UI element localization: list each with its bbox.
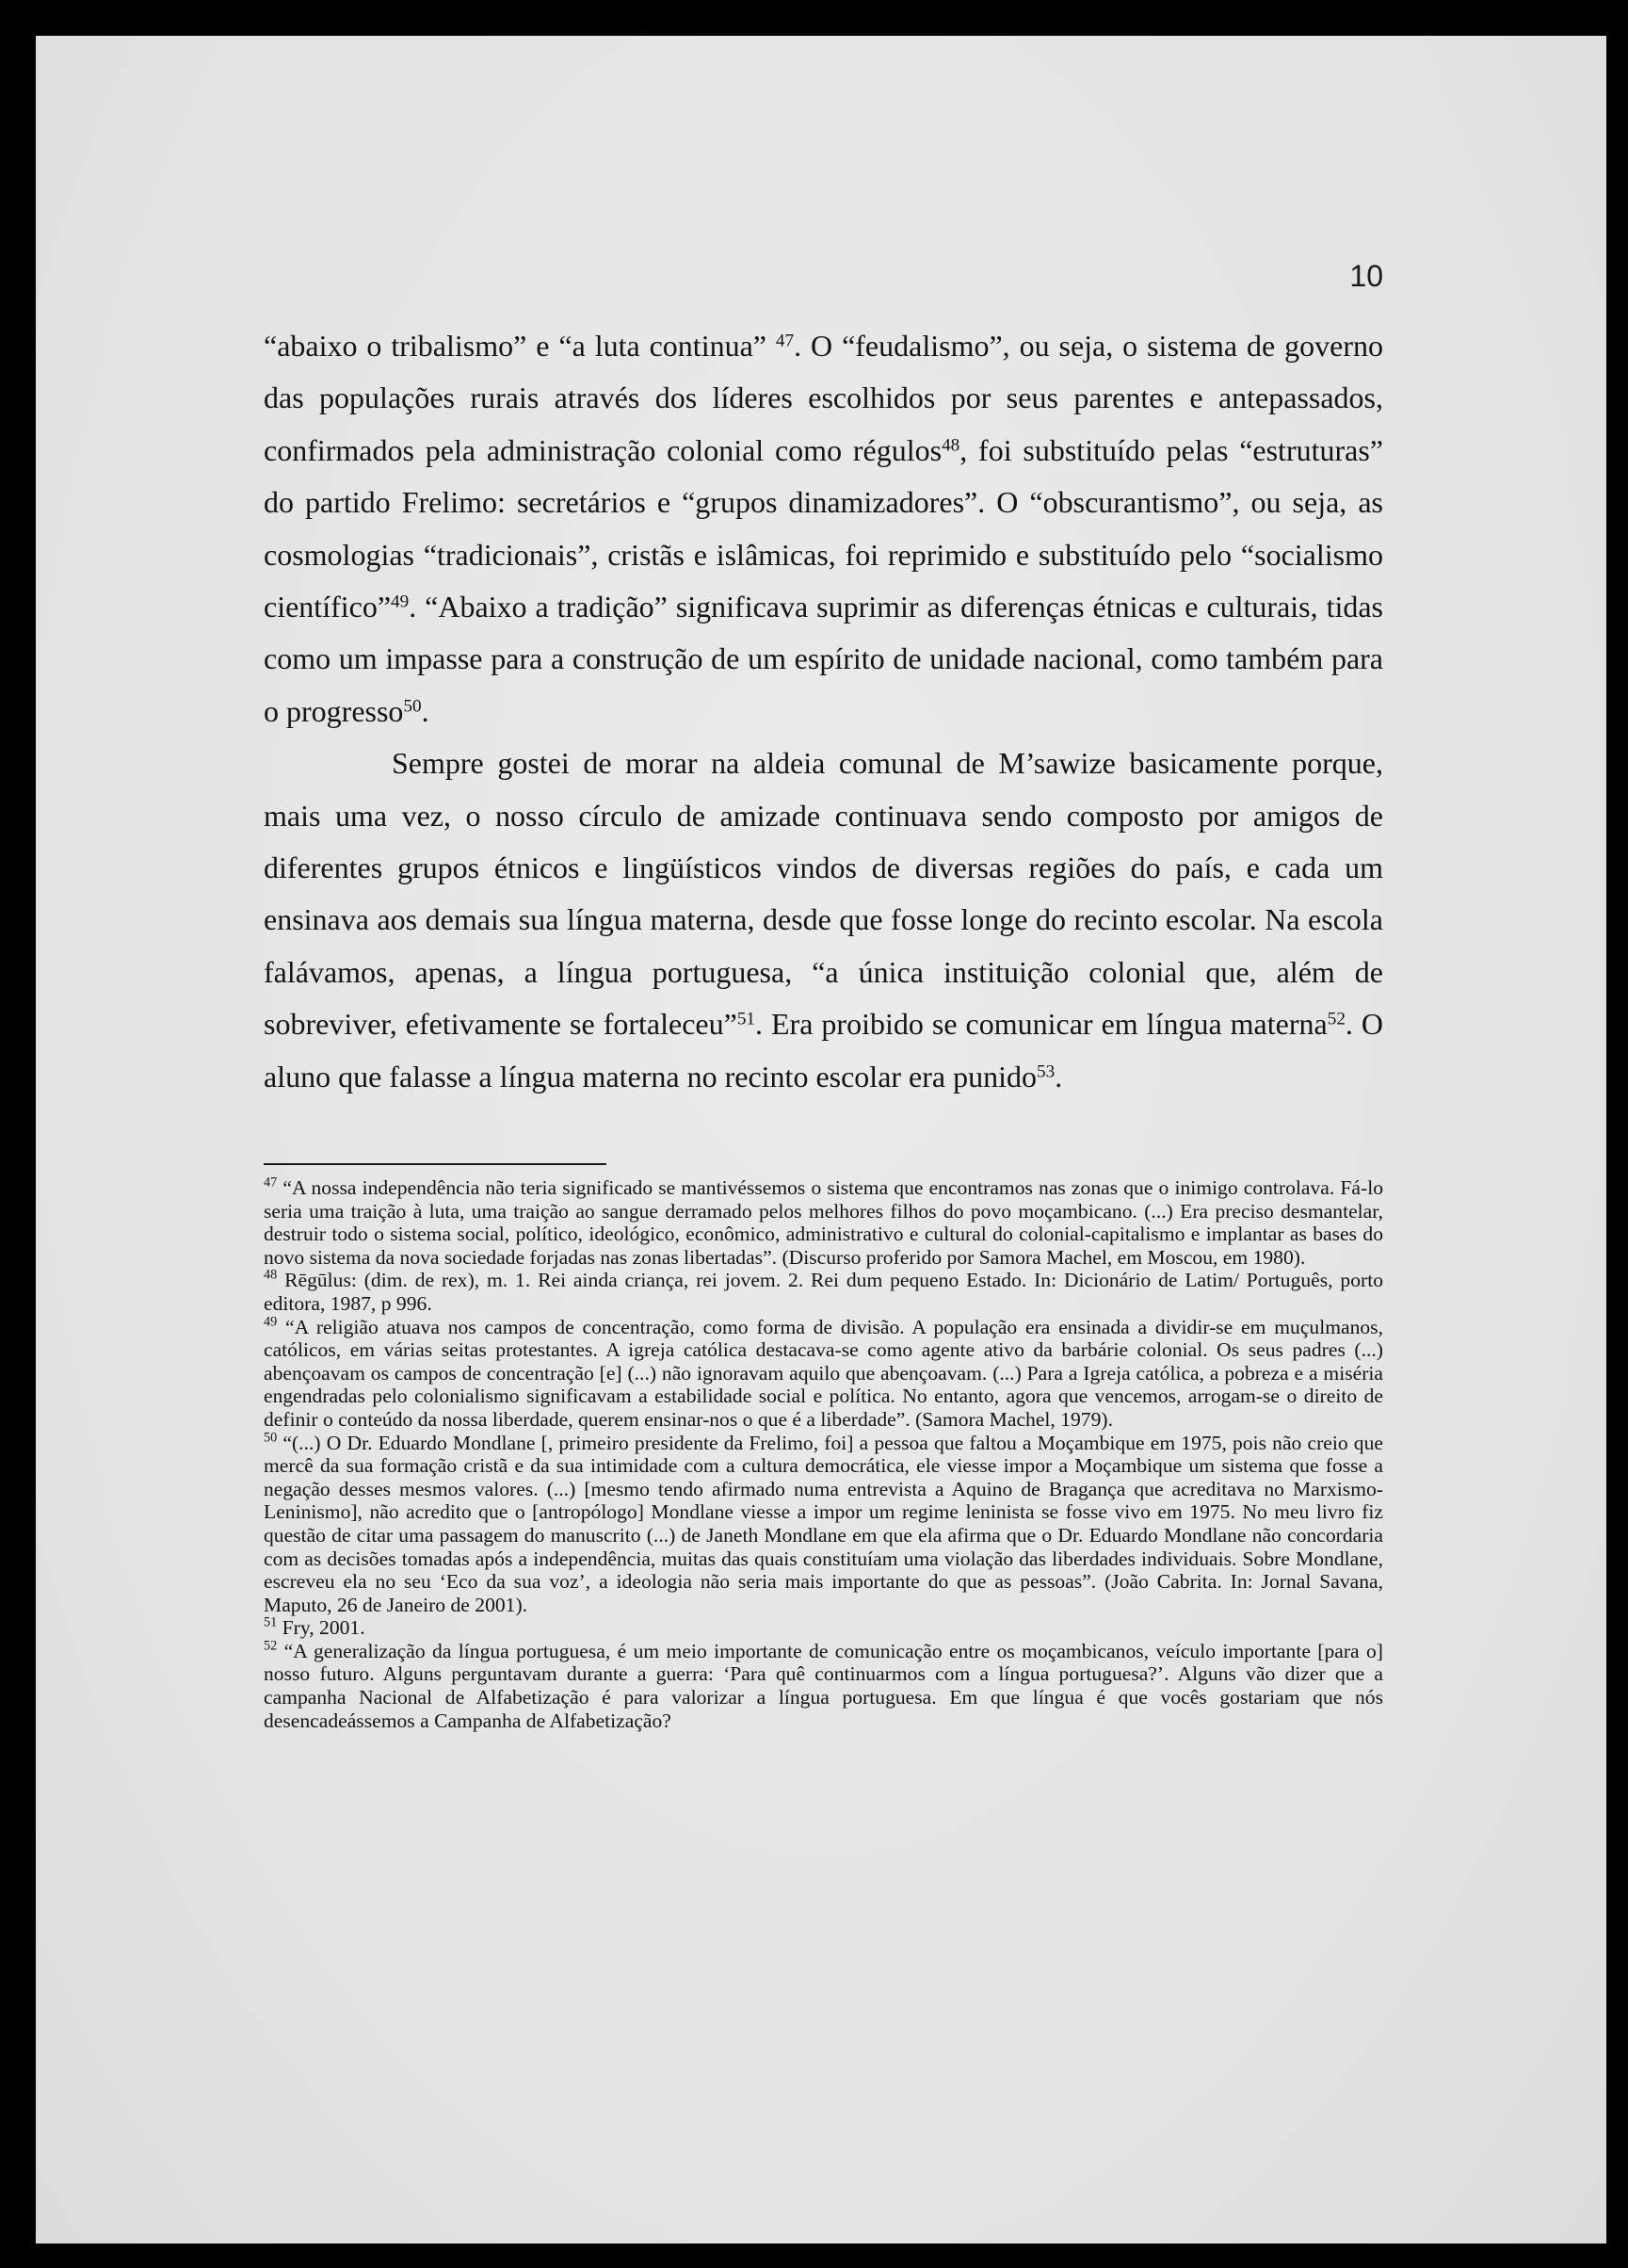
body-text-run: . “Abaixo a tradição” significava suprimir as diferenças étnicas e culturais, tidas como um impasse para a construção de um espírito de unidade nacional, como também para o progresso — [264, 590, 1383, 728]
footnote — [264, 1269, 1383, 1315]
page-number: 10 — [1349, 259, 1383, 293]
footnotes — [264, 1176, 1383, 1732]
body-text-run: , foi substituído pelas “estruturas” do partido Frelimo: secretários e “grupos dinamizadores”. O “obscurantismo”, ou seja, as cosmologias “tradicionais”, cristãs e islâmicas, foi reprimido e substituído pelo “socialismo científico” — [264, 432, 1384, 624]
body-paragraph — [264, 737, 1383, 1103]
body-text-run: “abaixo o tribalismo” e “a luta continua” — [264, 329, 776, 363]
footnote-text: Rēgūlus: (dim. de rex), m. 1. Rei ainda criança, rei jovem. 2. Rei dum pequeno Estado. In: Dicionário de Latim/ Português, porto editora, 1987, p 996. — [264, 1269, 1383, 1315]
footnote-number: 50 — [264, 1429, 278, 1445]
footnote-number: 47 — [264, 1174, 278, 1191]
footnote-reference: 47 — [775, 331, 795, 351]
footnote-separator — [264, 1163, 606, 1165]
footnote-number: 49 — [264, 1314, 278, 1330]
body-text-run: . O aluno que falasse a língua materna no recinto escolar era punido — [264, 1007, 1384, 1094]
footnote-number: 48 — [264, 1267, 278, 1283]
body-paragraph — [264, 320, 1383, 737]
footnote-reference: 48 — [942, 435, 960, 456]
body-text-run: Sempre gostei de morar na aldeia comunal de M’sawize basicamente porque, mais uma vez, o nosso círculo de amizade continuava sendo composto por amigos de diferentes grupos étnicos e lingüísticos vindos de diversas regiões do país, e cada um ensinava aos demais sua língua materna, desde que fosse longe do recinto escolar. Na escola falávamos, apenas, a língua portuguesa, “a única instituição colonial que, além de sobreviver, efetivamente se fortaleceu” — [264, 746, 1383, 1042]
document-page — [36, 36, 1606, 2244]
footnote — [264, 1176, 1383, 1269]
footnote-text: Fry, 2001. — [277, 1616, 365, 1640]
footnote-text: “A generalização da língua portuguesa, é um meio importante de comunicação entre os moçambicanos, veículo importante [para o] nosso futuro. Alguns perguntavam durante a guerra: ‘Para quê continuarmos com a língua portuguesa?’. Alguns vão dizer que a campanha Nacional de Alfabetização é para valorizar a língua portuguesa. Em que língua é que vocês gostariam que nós desencadeássemos a Campanha de Alfabetização? — [264, 1639, 1383, 1732]
footnote-reference: 49 — [391, 591, 410, 612]
footnote-text: “A religião atuava nos campos de concentração, como forma de divisão. A população era ensinada a dividir-se em muçulmanos, católicos, em várias seitas protestantes. A igreja católica destacava-se como agente ativo da barbárie colonial. Os seus padres (...) abençoavam os campos de concentração [e] (...) não ignoravam aquilo que abençoavam. (...) Para a Igreja católica, a pobreza e a miséria engendradas pelo colonialismo significavam a estabilidade social e política. No entanto, agora que vencemos, arrogam-se o direito de definir o conteúdo da nossa liberdade, querem ensinar-nos o que é a liberdade”. (Samora Machel, 1979). — [264, 1315, 1383, 1431]
footnote-reference: 51 — [736, 1009, 755, 1029]
body-text-run: . — [421, 693, 429, 728]
body-text-run: . — [1055, 1059, 1063, 1094]
footnote-number: 52 — [264, 1638, 278, 1654]
footnote — [264, 1616, 1383, 1640]
footnote — [264, 1429, 1383, 1617]
footnote-reference: 53 — [1037, 1061, 1056, 1082]
body-text-run: . Era proibido se comunicar em língua materna — [755, 1007, 1328, 1042]
footnote-reference: 52 — [1327, 1009, 1346, 1029]
footnote-text: “A nossa independência não teria significado se mantivéssemos o sistema que encontramos nas zonas que o inimigo controlava. Fá-lo seria uma traição à luta, uma traição ao sangue derramado pelos melhores filhos do povo moçambicano. (...) Era preciso desmantelar, destruir todo o sistema social, político, ideológico, econômico, administrativo e cultural do colonial-capitalismo e implantar as bases do novo sistema da nova sociedade forjadas nas zonas libertadas”. (Discurso proferido por Samora Machel, em Moscou, em 1980). — [264, 1176, 1383, 1269]
footnote-reference: 50 — [403, 696, 422, 717]
footnote-number: 51 — [264, 1614, 278, 1630]
footnote-text: “(...) O Dr. Eduardo Mondlane [, primeiro presidente da Frelimo, foi] a pessoa que faltou a Moçambique em 1975, pois não creio que mercê da sua formação cristã e da sua intimidade com a cultura democrática, ele viesse impor a Moçambique um sistema que fosse a negação desses mesmos valores. (...) [mesmo tendo afirmado numa entrevista a Aquino de Bragança que acreditava no Marxismo-Leninismo], não acredito que o [antropólogo] Mondlane viesse a impor um regime leninista se fosse vivo em 1975. No meu livro fiz questão de citar uma passagem do manuscrito (...) de Janeth Mondlane em que ela afirma que o Dr. Eduardo Mondlane não concordaria com as decisões tomadas após a independência, muitas das quais constituíam uma violação das liberdades individuais. Sobre Mondlane, escreveu ela no seu ‘Eco da sua voz’, a ideologia não seria mais importante do que as pessoas”. (João Cabrita. In: Jornal Savana, Maputo, 26 de Janeiro de 2001). — [264, 1431, 1383, 1616]
footnote — [264, 1316, 1383, 1432]
footnote — [264, 1640, 1383, 1732]
body-text-run: . O “feudalismo”, ou seja, o sistema de governo das populações rurais através dos líderes escolhidos por seus parentes e antepassados, confirmados pela administração colonial como régulos — [264, 329, 1384, 467]
body-text — [264, 320, 1383, 1103]
